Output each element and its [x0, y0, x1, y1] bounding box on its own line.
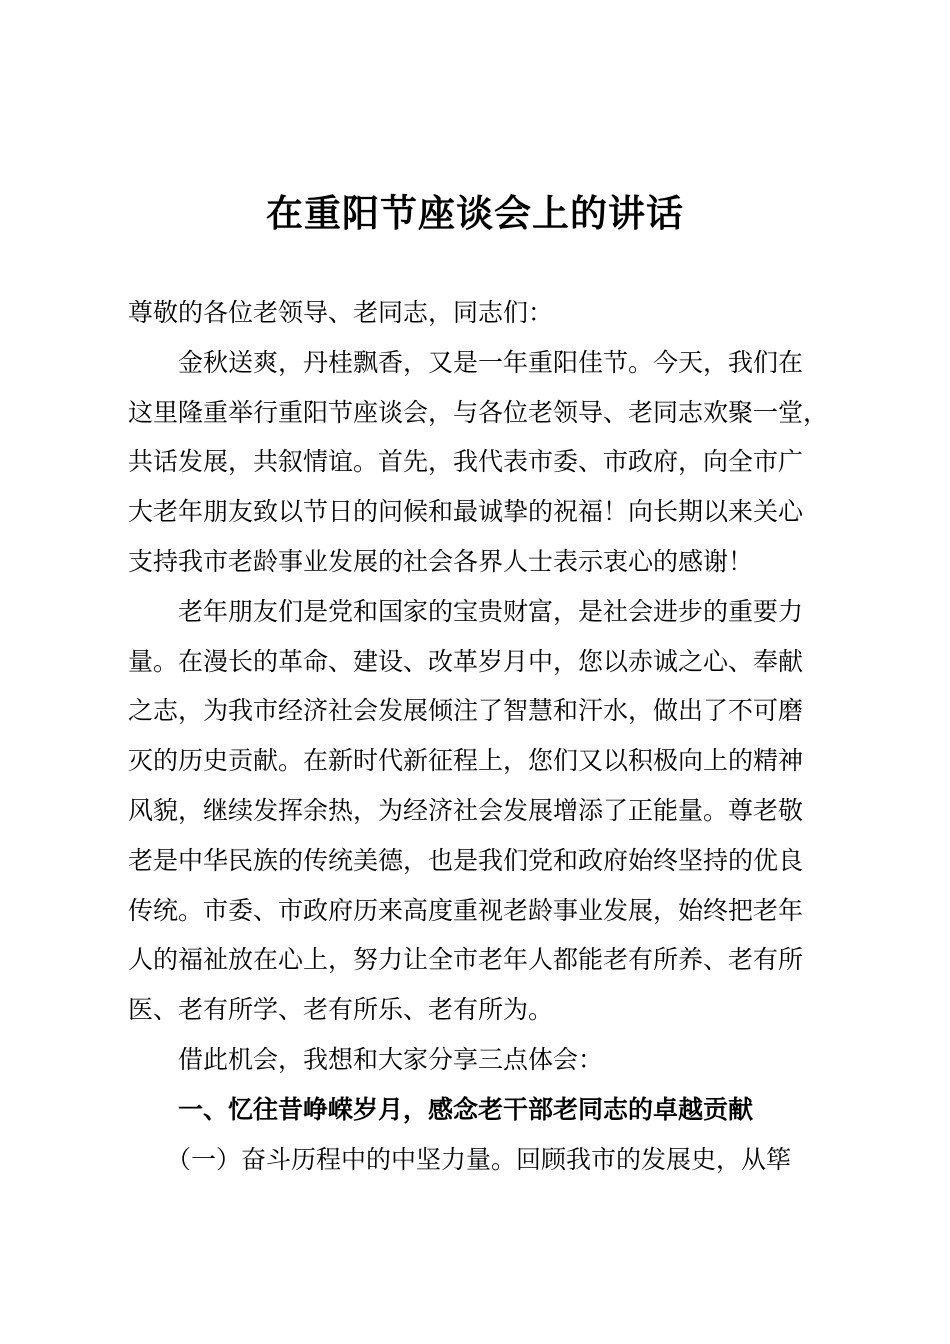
paragraph-line: 大老年朋友致以节日的问候和最诚挚的祝福！向长期以来关心 — [128, 497, 804, 527]
paragraph-line: 金秋送爽，丹桂飘香，又是一年重阳佳节。今天，我们在 — [178, 347, 804, 377]
paragraph-line: 支持我市老龄事业发展的社会各界人士表示衷心的感谢！ — [128, 546, 754, 576]
paragraph-line: 这里隆重举行重阳节座谈会，与各位老领导、老同志欢聚一堂， — [128, 397, 829, 427]
paragraph-line: 老年朋友们是党和国家的宝贵财富，是社会进步的重要力 — [178, 596, 804, 626]
paragraph-line: 传统。市委、市政府历来高度重视老龄事业发展，始终把老年 — [128, 895, 804, 925]
paragraph-line: 借此机会，我想和大家分享三点体会： — [178, 1044, 604, 1074]
paragraph-line: 共话发展，共叙情谊。首先，我代表市委、市政府，向全市广 — [128, 447, 804, 477]
paragraph-line: 风貌，继续发挥余热，为经济社会发展增添了正能量。尊老敬 — [128, 795, 804, 825]
salutation-line: 尊敬的各位老领导、老同志，同志们： — [128, 298, 554, 327]
paragraph-line: 老是中华民族的传统美德，也是我们党和政府始终坚持的优良 — [128, 845, 804, 875]
paragraph-line: 医、老有所学、老有所乐、老有所为。 — [128, 995, 554, 1025]
document-title: 在重阳节座谈会上的讲话 — [266, 192, 684, 235]
document-body — [128, 288, 848, 1184]
paragraph-line: 人的福祉放在心上，努力让全市老年人都能老有所养、老有所 — [128, 945, 804, 975]
subsection-line: （一）奋斗历程中的中坚力量。回顾我市的发展史，从筚 — [166, 1144, 792, 1174]
section-heading: 一、忆往昔峥嵘岁月，感念老干部老同志的卓越贡献 — [178, 1094, 754, 1124]
paragraph-line: 量。在漫长的革命、建设、改革岁月中，您以赤诚之心、奉献 — [128, 646, 804, 676]
paragraph-line: 灭的历史贡献。在新时代新征程上，您们又以积极向上的精神 — [128, 746, 804, 776]
paragraph-line: 之志，为我市经济社会发展倾注了智慧和汗水，做出了不可磨 — [128, 696, 804, 726]
